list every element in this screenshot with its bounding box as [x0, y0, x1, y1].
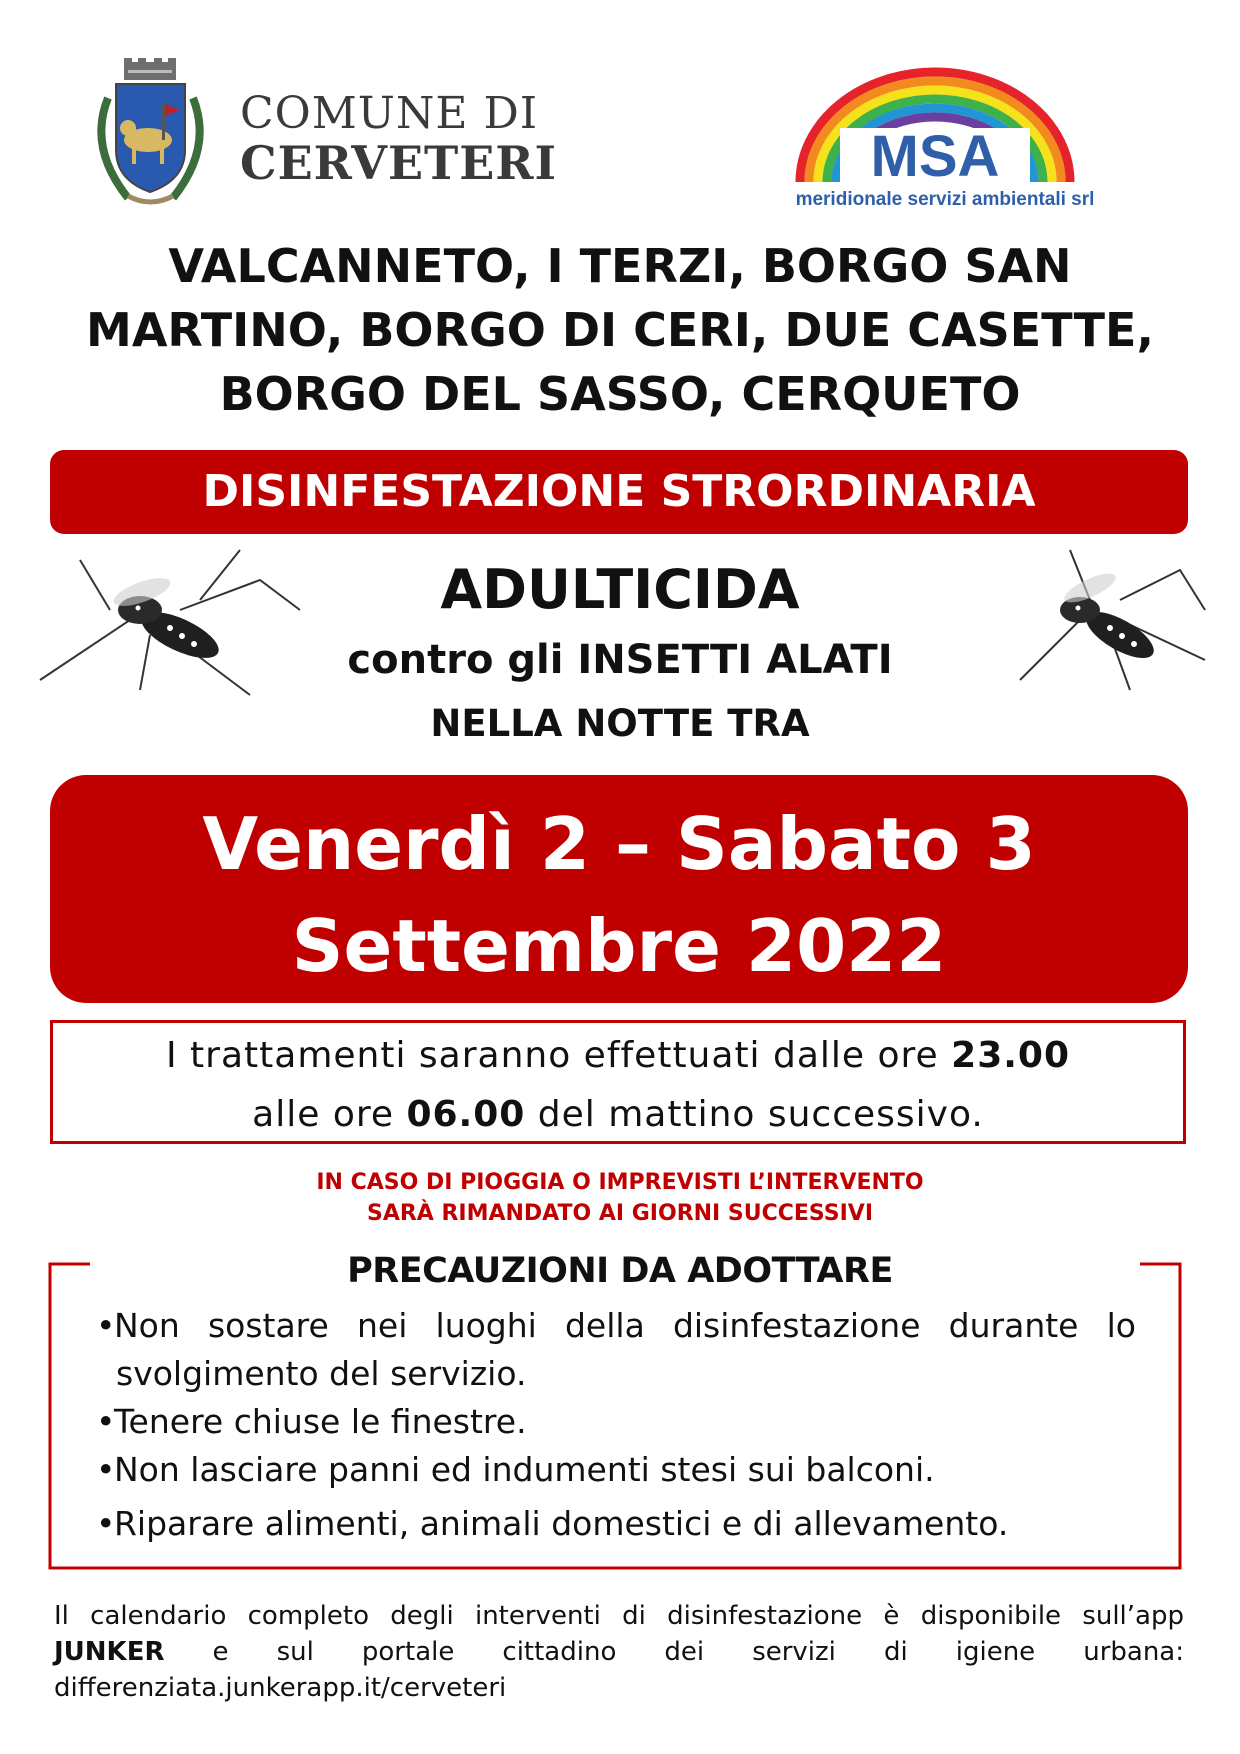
footer-line-2-rest: e sul portale cittadino dei servizi di igiene urbana: [164, 1637, 1184, 1667]
footer-line-1: Il calendario completo degli interventi di disinfestazione è disponibile sull’app [54, 1601, 1184, 1631]
precaution-item-1-line1: Non sostare nei luoghi della disinfestazione durante lo [114, 1306, 1136, 1345]
precaution-item-2-text: Tenere chiuse le finestre. [114, 1402, 527, 1441]
date-line-1: Venerdì 2 – Sabato 3 [202, 802, 1036, 886]
locations-line-2: MARTINO, BORGO DI CERI, DUE CASETTE, [86, 303, 1154, 357]
msa-logo [770, 62, 1130, 212]
locations-line-1: VALCANNETO, I TERZI, BORGO SAN [168, 239, 1072, 293]
end-time: 06.00 [406, 1094, 526, 1135]
warning-line-2: SARÀ RIMANDATO AI GIORNI SUCCESSIVI [366, 1201, 874, 1226]
precaution-item-3 [96, 1446, 1136, 1494]
treatment-when-intro: NELLA NOTTE TRA [430, 702, 810, 745]
precautions-title: PRECAUZIONI DA ADOTTARE [347, 1251, 893, 1291]
start-time: 23.00 [951, 1035, 1071, 1076]
precaution-item-4-text: Riparare alimenti, animali domestici e di allevamento. [114, 1504, 1009, 1543]
banner-title: DISINFESTAZIONE STRORDINARIA [202, 466, 1036, 517]
times-line-2 [53, 1094, 1183, 1135]
date-line-2: Settembre 2022 [291, 904, 947, 988]
precaution-item-4 [96, 1500, 1136, 1548]
precaution-item-3-text: Non lasciare panni ed indumenti stesi sui balconi. [114, 1450, 935, 1489]
bullet-icon: • [96, 1402, 116, 1441]
precaution-item-2 [96, 1398, 1136, 1446]
comune-name-line2: CERVETERI [240, 136, 558, 190]
bullet-icon: • [96, 1450, 116, 1489]
footer-url[interactable]: differenziata.junkerapp.it/cerveteri [54, 1673, 507, 1703]
footer-line-2 [54, 1634, 1184, 1670]
treatment-type: ADULTICIDA [440, 558, 800, 621]
locations-line-3: BORGO DEL SASSO, CERQUETO [219, 367, 1021, 421]
treatment-target: contro gli INSETTI ALATI [347, 637, 893, 683]
times-line-2-prefix: alle ore [252, 1094, 407, 1135]
precaution-item-1 [96, 1302, 1136, 1350]
warning-line-1: IN CASO DI PIOGGIA O IMPREVISTI L’INTERVENTO [316, 1170, 924, 1195]
times-line-1-prefix: I trattamenti saranno effettuati dalle ore [165, 1035, 952, 1076]
times-line-1 [53, 1035, 1183, 1076]
times-line-2-suffix: del mattino successivo. [525, 1094, 984, 1135]
bullet-icon: • [96, 1306, 116, 1345]
precaution-item-1-cont: svolgimento del servizio. [116, 1354, 527, 1393]
footer-app-name: JUNKER [54, 1637, 165, 1667]
bullet-icon: • [96, 1504, 116, 1543]
comune-crest-logo [88, 58, 213, 210]
msa-logo-text: MSA [870, 124, 1000, 189]
comune-name-line1: COMUNE DI [240, 88, 539, 139]
msa-subtitle: meridionale servizi ambientali srl [795, 189, 1095, 210]
